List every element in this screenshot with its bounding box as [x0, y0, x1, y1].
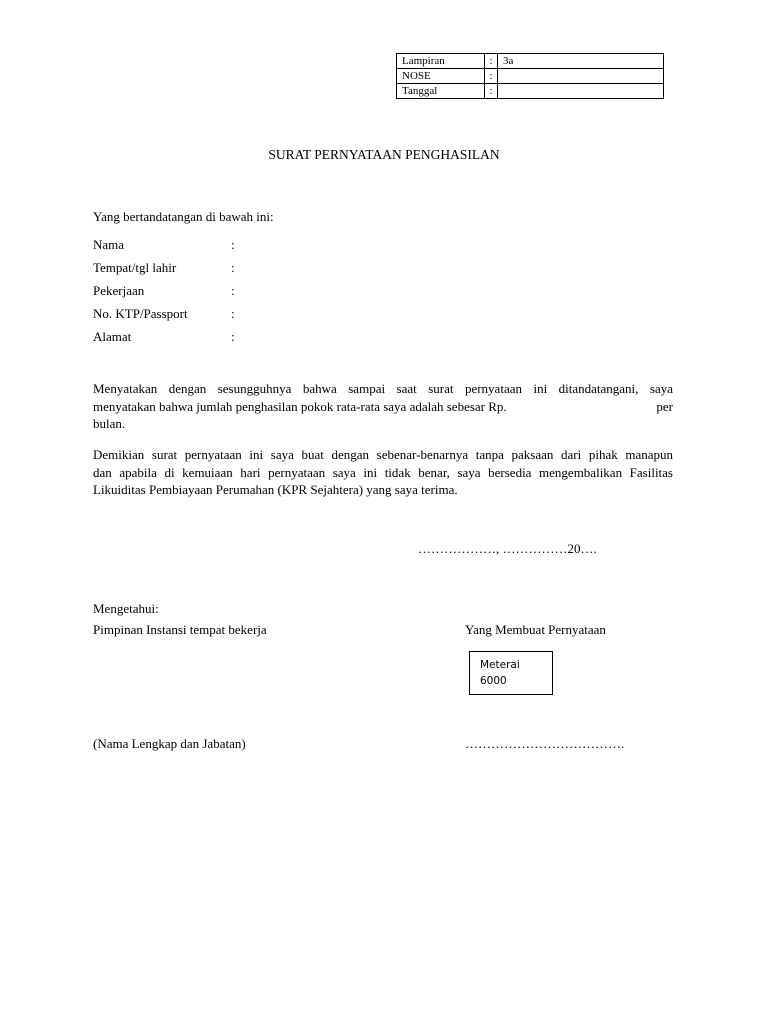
right-signatory-name-line: ………………………………. [465, 736, 625, 751]
stamp-value: 6000 [480, 675, 507, 687]
statement-line: Menyatakan dengan sesungguhnya bahwa sampai saat surat pernyataan ini ditandatangani, saya [93, 381, 673, 396]
field-label-birth: Tempat/tgl lahir [93, 260, 177, 275]
colon: : [231, 237, 235, 252]
left-signatory-name: (Nama Lengkap dan Jabatan) [93, 736, 246, 751]
colon: : [231, 283, 235, 298]
colon: : [231, 306, 235, 321]
date-value [498, 84, 664, 99]
right-signatory-title: Yang Membuat Pernyataan [465, 622, 606, 637]
place-date-line: ………………, ……………20…. [418, 541, 597, 556]
statement-line-text: menyatakan bahwa jumlah penghasilan pokok rata-rata saya adalah sebesar Rp. [93, 398, 507, 414]
colon: : [485, 84, 498, 99]
closing-line: Likuiditas Pembiayaan Perumahan (KPR Sejahtera) yang saya terima. [93, 482, 458, 497]
table-row [397, 84, 664, 99]
statement-line: bulan. [93, 416, 126, 431]
colon: : [485, 54, 498, 69]
colon: : [231, 329, 235, 344]
field-label-id-number: No. KTP/Passport [93, 306, 188, 321]
nose-value [498, 69, 664, 84]
attachment-value: 3a [498, 54, 664, 69]
table-row [397, 69, 664, 84]
statement-paragraph [93, 380, 673, 433]
table-row [397, 54, 664, 69]
field-label-name: Nama [93, 237, 125, 252]
document-title: SURAT PERNYATAAN PENGHASILAN [268, 147, 500, 162]
closing-paragraph [93, 446, 673, 499]
duty-stamp-box [469, 651, 553, 695]
colon: : [231, 260, 235, 275]
attachment-info-table [396, 53, 664, 99]
attachment-label: Lampiran [397, 54, 485, 69]
intro-text: Yang bertandatangan di bawah ini: [93, 209, 274, 224]
date-label: Tanggal [397, 84, 485, 99]
closing-line: Demikian surat pernyataan ini saya buat dengan sebenar-benarnya tanpa paksaan dari pihak manapun [93, 447, 673, 462]
colon: : [485, 69, 498, 84]
acknowledged-label: Mengetahui: [93, 601, 159, 616]
field-label-occupation: Pekerjaan [93, 283, 145, 298]
closing-line: dan apabila di kemuiaan hari pernyataan saya ini tidak benar, saya bersedia mengembalikan Fasilitas [93, 464, 673, 480]
statement-line-end: per [656, 398, 673, 414]
left-signatory-title: Pimpinan Instansi tempat bekerja [93, 622, 267, 637]
nose-label: NOSE [397, 69, 485, 84]
field-label-address: Alamat [93, 329, 132, 344]
stamp-label: Meterai [480, 659, 520, 671]
statement-line [93, 398, 673, 416]
